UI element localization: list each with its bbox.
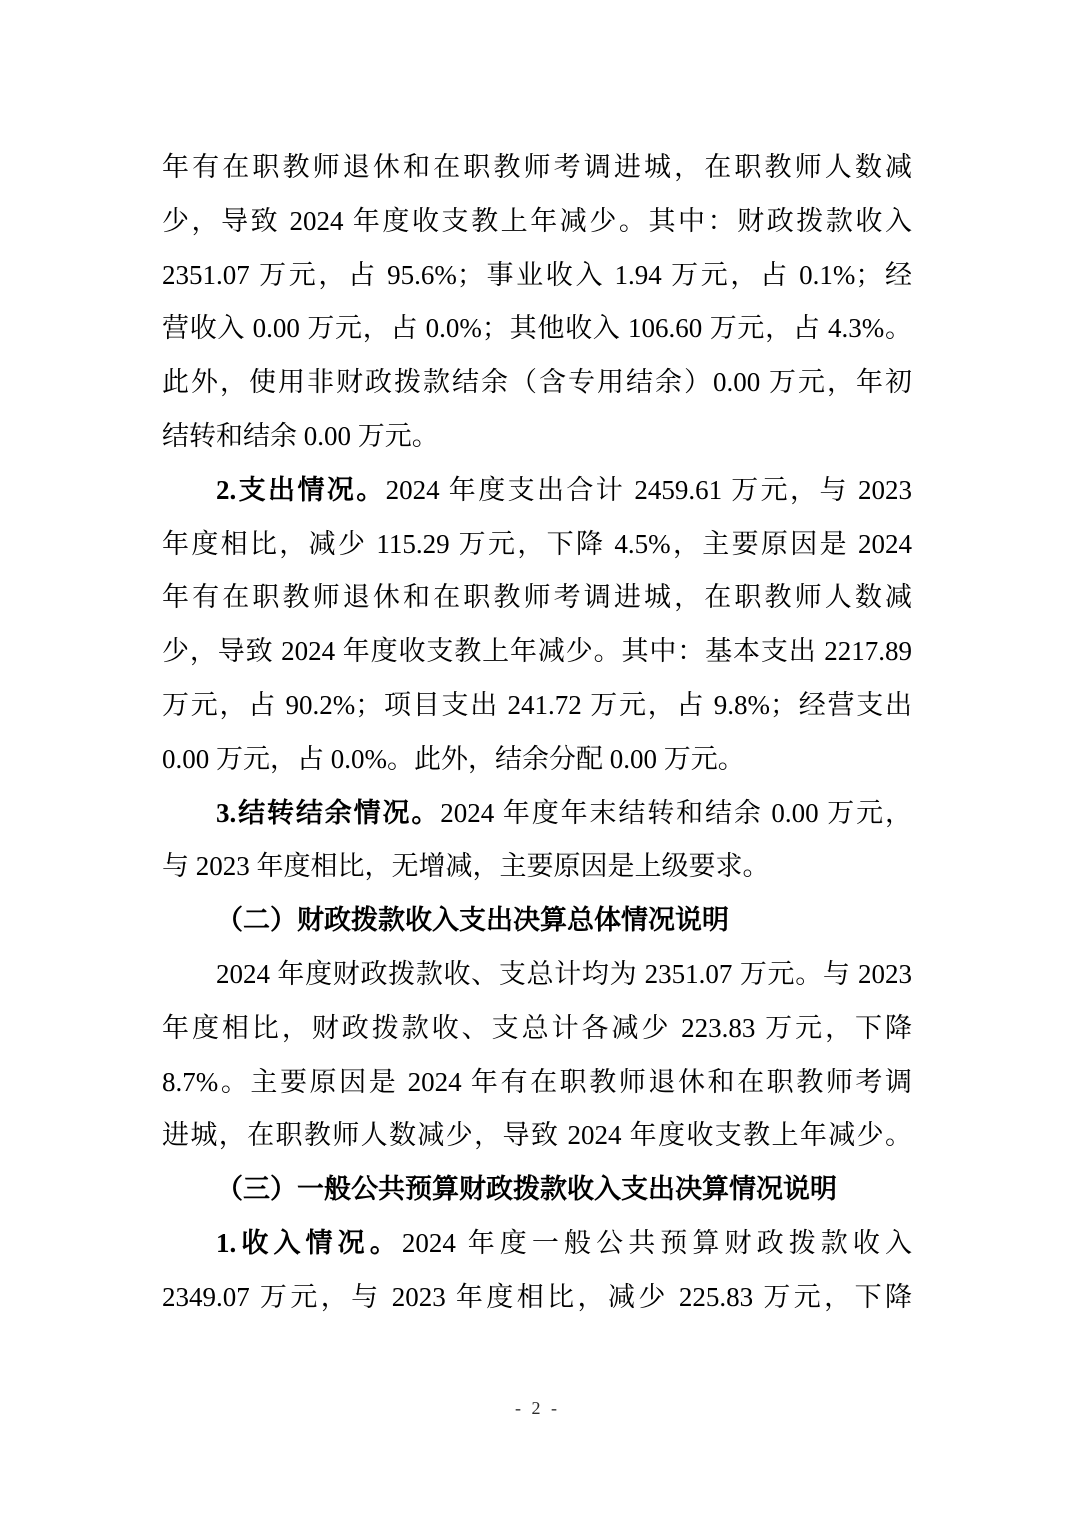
paragraph-line: 年度相比，财政拨款收、支总计各减少 223.83 万元，下降 [162, 1012, 912, 1043]
section-heading-3: （三）一般公共预算财政拨款收入支出决算情况说明 [216, 1174, 837, 1205]
paragraph-line-income: 1.收入情况。2024 年度一般公共预算财政拨款收入 [216, 1227, 913, 1258]
paragraph-line: 与 2023 年度相比，无增减，主要原因是上级要求。 [162, 851, 770, 882]
paragraph-line: 2024 年度财政拨款收、支总计均为 2351.07 万元。与 2023 [216, 958, 912, 989]
section-heading-2: （二）财政拨款收入支出决算总体情况说明 [216, 905, 729, 936]
paragraph-line: 此外，使用非财政拨款结余（含专用结余）0.00 万元，年初 [162, 367, 912, 398]
paragraph-line: 少，导致 2024 年度收支教上年减少。其中：财政拨款收入 [162, 205, 912, 236]
paragraph-line: 万元，占 90.2%；项目支出 241.72 万元，占 9.8%；经营支出 [162, 689, 912, 720]
paragraph-line-expenditure: 2.支出情况。2024 年度支出合计 2459.61 万元，与 2023 [216, 474, 913, 505]
paragraph-line: 年度相比，减少 115.29 万元，下降 4.5%，主要原因是 2024 [162, 528, 912, 559]
document-body-text [162, 141, 912, 1325]
paragraph-line: 2349.07 万元，与 2023 年度相比，减少 225.83 万元，下降 [162, 1281, 912, 1312]
paragraph-line: 结转和结余 0.00 万元。 [162, 420, 439, 451]
paragraph-line: 营收入 0.00 万元，占 0.0%；其他收入 106.60 万元，占 4.3%。 [162, 313, 912, 344]
paragraph-line: 0.00 万元，占 0.0%。此外，结余分配 0.00 万元。 [162, 743, 745, 774]
paragraph-line: 进城，在职教师人数减少，导致 2024 年度收支教上年减少。 [162, 1120, 912, 1151]
paragraph-line: 2351.07 万元，占 95.6%；事业收入 1.94 万元，占 0.1%；经 [162, 259, 912, 290]
paragraph-line: 年有在职教师退休和在职教师考调进城，在职教师人数减 [162, 152, 912, 182]
paragraph-line-carryover: 3.结转结余情况。2024 年度年末结转和结余 0.00 万元， [216, 797, 912, 828]
paragraph-line: 8.7%。主要原因是 2024 年有在职教师退休和在职教师考调 [162, 1066, 912, 1097]
paragraph-line: 年有在职教师退休和在职教师考调进城，在职教师人数减 [162, 582, 912, 613]
page-number: - 2 - [515, 1398, 560, 1418]
paragraph-line: 少，导致 2024 年度收支教上年减少。其中：基本支出 2217.89 [162, 636, 912, 667]
